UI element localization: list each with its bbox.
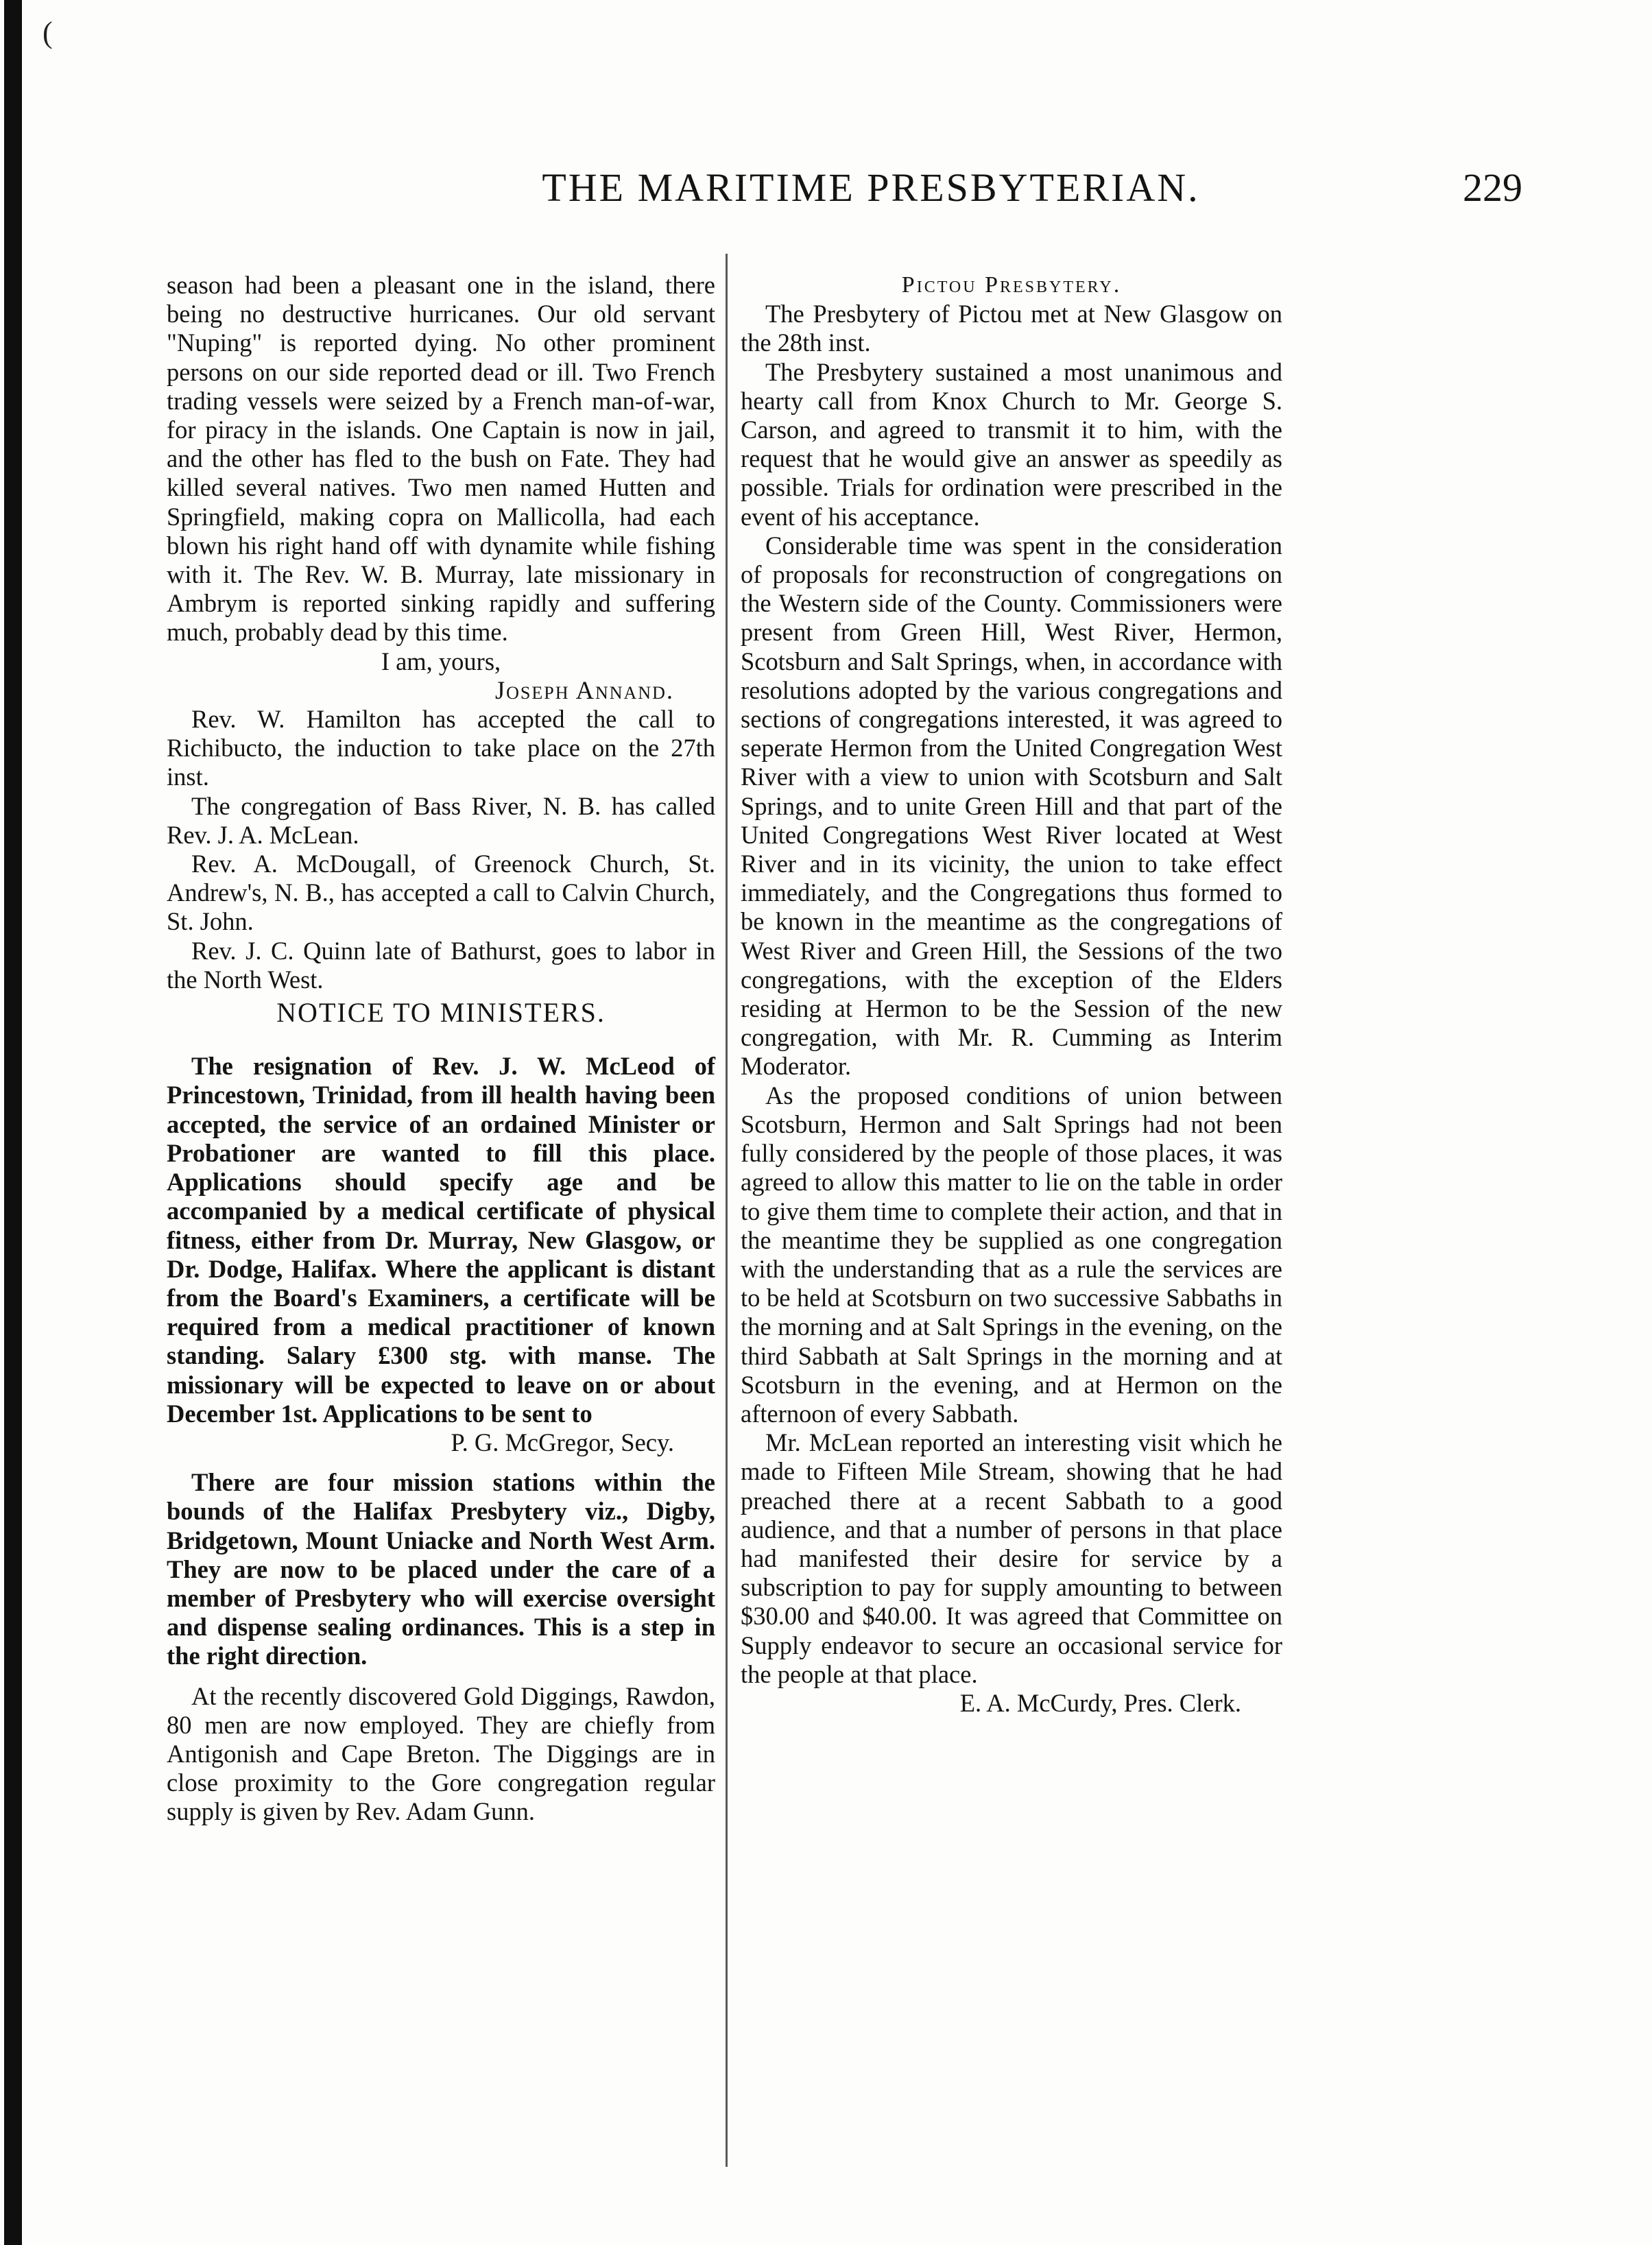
pictou-reconstruction-paragraph: Considerable time was spent in the consideration of proposals for reconstruction of congregations on the Western side of the County. Commissioners were present from Green Hill, West River, Hermon, Scotsburn and Salt Springs, when, in accordance with resolutions adopted by the various congregations and sections of congregations interested, it was agreed to seperate Hermon from the United Congregation West River with a view to union with Scotsburn and Salt Springs, and to unite Green Hill and that part of the United Congregations West River located at West River and in its vicinity, the union to take effect immediately, and the Congregations thus formed to be known in the meantime as the congregations of West River and Green Hill, the Sessions of the two congregations, with the exception of the Elders residing at Hermon to be the Session of the new congregation, with Mr. R. Cumming as Interim Moderator. bbox=[741, 531, 1282, 1081]
notice-signature bbox=[167, 1428, 715, 1457]
pictou-call-paragraph: The Presbytery sustained a most unanimous and hearty call from Knox Church to Mr. George S. Carson, and agreed to transmit it to him, with the request that he would give an answer as speedily as possible. Trials for ordination were prescribed in the event of his acceptance. bbox=[741, 357, 1282, 531]
right-column bbox=[741, 271, 1282, 1718]
news-item-bass-river: The congregation of Bass River, N. B. has called Rev. J. A. McLean. bbox=[167, 791, 715, 849]
news-item-quinn: Rev. J. C. Quinn late of Bathurst, goes to labor in the North West. bbox=[167, 936, 715, 994]
news-item-hamilton: Rev. W. Hamilton has accepted the call to Richibucto, the induction to take place on the 27th inst. bbox=[167, 705, 715, 791]
news-item-mcdougall: Rev. A. McDougall, of Greenock Church, St. Andrew's, N. B., has accepted a call to Calvin Church, St. John. bbox=[167, 850, 715, 936]
pictou-meeting-paragraph: The Presbytery of Pictou met at New Glasgow on the 28th inst. bbox=[741, 300, 1282, 357]
notice-signature-text: P. G. McGregor, Secy. bbox=[451, 1428, 674, 1456]
pictou-union-paragraph: As the proposed conditions of union between Scotsburn, Hermon and Salt Springs had not been fully considered by the people of those places, it was agreed to allow this matter to lie on the table in order to give them time to complete their action, and that in the meantime they be supplied as one congregation with the understanding that as a rule the services are to be held at Scotsburn on two successive Sabbaths in the morning and at Salt Springs in the evening, on the third Sabbath at Salt Springs in the morning and at Scotsburn in the evening, and at Hermon on the afternoon of every Sabbath. bbox=[741, 1081, 1282, 1428]
letter-signature: Joseph Annand. bbox=[494, 675, 674, 704]
pictou-presbytery-heading: Pictou Presbytery. bbox=[901, 272, 1122, 298]
notice-body: The resignation of Rev. J. W. McLeod of Princestown, Trinidad, from ill health having been accepted, the service of an ordained Minister or Probationer are wanted to fill this place. Applications should specify age and be accompanied by a medical certificate of physical fitness, either from Dr. Murray, New Glasgow, or Dr. Dodge, Halifax. Where the applicant is distant from the Board's Examiners, a certificate will be required from a medical practitioner of known standing. Salary £300 stg. with manse. The missionary will be expected to leave on or about December 1st. Applications to be sent to bbox=[167, 1052, 715, 1428]
notice-heading: NOTICE TO MINISTERS. bbox=[276, 997, 606, 1029]
pictou-mclean-paragraph: Mr. McLean reported an interesting visit which he made to Fifteen Mile Stream, showing that he had preached there at a recent Sabbath to a good audience, and that a number of persons in that place had manifested their desire for service by a subscription to pay for supply amounting to between $30.00 and $40.00. It was agreed that Committee on Supply endeavor to secure an occasional service for the people at that place. bbox=[741, 1428, 1282, 1688]
news-item-gold-diggings: At the recently discovered Gold Diggings, Rawdon, 80 men are now employed. They are chiefly from Antigonish and Cape Breton. The Diggings are in close proximity to the Gore congregation regular supply is given by Rev. Adam Gunn. bbox=[167, 1681, 715, 1826]
letter-continuation-paragraph: season had been a pleasant one in the island, there being no destructive hurricanes. Our old servant "Nuping" is reported dying. No other prominent persons on our side reported dead or ill. Two French trading vessels were seized by a French man-of-war, for piracy in the islands. One Captain is now in jail, and the other has fled to the bush on Fate. They had killed several natives. Two men named Hutten and Springfield, making copra on Mallicolla, had each blown his right hand off with dynamite while fishing with it. The Rev. W. B. Murray, late missionary in Ambrym is reported sinking rapidly and suffering much, probably dead by this time. bbox=[167, 271, 715, 647]
scan-binding-edge bbox=[4, 0, 22, 2245]
publication-title: THE MARITIME PRESBYTERIAN. bbox=[542, 165, 1200, 210]
left-column bbox=[167, 271, 715, 1827]
letter-closing: I am, yours, bbox=[381, 647, 501, 675]
page-header bbox=[357, 165, 1522, 226]
pictou-signature: E. A. McCurdy, Pres. Clerk. bbox=[959, 1688, 1241, 1717]
news-item-halifax-missions: There are four mission stations within the bounds of the Halifax Presbytery viz., Digby, Bridgetown, Mount Uniacke and North West Arm. They are now to be placed under the care of a member of Presbytery who will exercise oversight and dispense sealing ordinances. This is a step in the right direction. bbox=[167, 1468, 715, 1670]
page-number: 229 bbox=[1463, 165, 1522, 210]
scan-edge-mark: ( bbox=[43, 16, 53, 49]
column-divider bbox=[726, 254, 728, 2167]
